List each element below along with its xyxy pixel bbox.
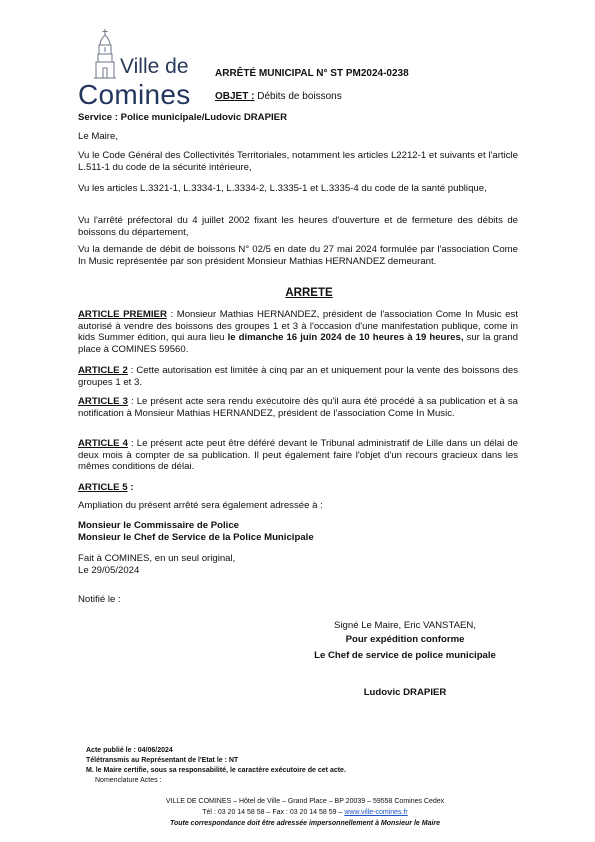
website-link[interactable]: www.ville-comines.fr xyxy=(344,809,408,816)
article-5-text: : xyxy=(127,482,134,493)
date-signature: Le 29/05/2024 xyxy=(78,565,140,576)
vu-arrete-prefectoral: Vu l'arrêté préfectoral du 4 juillet 2002 fixant les heures d'ouverture et de fermeture des débits de boissons du département, xyxy=(78,215,518,238)
service-line: Service : Police municipale/Ludovic DRAPIER xyxy=(78,112,287,123)
logo-comines-text: Comines xyxy=(78,79,191,110)
fait-a: Fait à COMINES, en un seul original, xyxy=(78,553,236,564)
recipient-chef-service: Monsieur le Chef de Service de la Police Municipale xyxy=(78,532,314,543)
city-logo xyxy=(78,28,196,108)
signe-maire: Signé Le Maire, Eric VANSTAEN, xyxy=(334,620,476,631)
article-2-label: ARTICLE 2 xyxy=(78,365,128,376)
article-premier-label: ARTICLE PREMIER xyxy=(78,309,167,320)
teletransmis: Télétransmis au Représentant de l'Etat le : NT xyxy=(86,757,239,764)
document-title: ARRÊTÉ MUNICIPAL N° ST PM2024-0238 xyxy=(215,68,409,79)
article-5-label: ARTICLE 5 xyxy=(78,482,128,493)
recipient-commissaire: Monsieur le Commissaire de Police xyxy=(78,520,240,531)
objet-label: OBJET : xyxy=(215,91,255,102)
article-2-text: : Cette autorisation est limitée à cinq par an et uniquement pour la vente des boissons des groupes 1 et 3. xyxy=(78,365,518,388)
objet-text: Débits de boissons xyxy=(254,91,342,102)
signatory-name: Ludovic DRAPIER xyxy=(363,687,447,698)
le-maire: Le Maire, xyxy=(78,131,118,142)
footer-contact xyxy=(95,808,515,818)
vu-demande: Vu la demande de débit de boissons N° 02/5 en date du 27 mai 2024 formulée par l'association Come In Music représentée par son président Monsieur Mathias HERNANDEZ demeurant. xyxy=(78,244,518,267)
article-premier-text: : Monsieur Mathias HERNANDEZ, président de l'association Come In Music est autorisé à vendre des boissons des groupes 1 et 3 à l'occasion d'une manifestation publique, come in kids Summer édition, qui aura lieu xyxy=(78,309,518,344)
arrete-heading: ARRETE xyxy=(285,287,333,299)
logo-ville-text: Ville de xyxy=(120,55,189,78)
vu-sante-publique: Vu les articles L.3321-1, L.3334-1, L.3334-2, L.3335-1 et L.3335-4 du code de la santé publique, xyxy=(78,183,487,194)
notifie-le: Notifié le : xyxy=(78,594,121,605)
footer-phone: Tél : 03 20 14 58 58 – Fax : 03 20 14 58 59 – xyxy=(202,809,345,816)
footer-address: VILLE DE COMINES – Hôtel de Ville – Grand Place – BP 20039 – 59558 Comines Cedex xyxy=(165,798,445,805)
footer-correspondance: Toute correspondance doit être adressée impersonnellement à Monsieur le Maire xyxy=(169,820,441,827)
church-icon xyxy=(90,28,120,80)
acte-publie: Acte publié le : 04/06/2024 xyxy=(86,747,173,754)
pour-expedition: Pour expédition conforme xyxy=(345,634,465,645)
article-4 xyxy=(78,438,518,473)
article-premier-date: le dimanche 16 juin 2024 de 10 heures à 19 heures, xyxy=(227,332,464,344)
article-3 xyxy=(78,396,518,419)
nomenclature: Nomenclature Actes : xyxy=(95,777,162,784)
article-5 xyxy=(78,482,518,494)
chef-service: Le Chef de service de police municipale xyxy=(314,650,496,661)
article-premier xyxy=(78,309,518,355)
article-4-text: : Le présent acte peut être déféré devant le Tribunal administratif de Lille dans un délai de deux mois à compter de sa publication. Il peut également faire l'objet d'un recours gracieux dans les mêmes conditions de délai. xyxy=(78,438,518,473)
article-2 xyxy=(78,365,518,388)
article-premier-place: sur la grand place à COMINES 59560. xyxy=(78,332,518,355)
article-3-label: ARTICLE 3 xyxy=(78,396,128,407)
article-3-text: : Le présent acte sera rendu exécutoire dès qu'il aura été procédé à sa publication et à sa notification à Monsieur Mathias HERNANDEZ, président de l'association Come In Music. xyxy=(78,396,518,419)
ampliation: Ampliation du présent arrêté sera également adressée à : xyxy=(78,500,323,511)
certification: M. le Maire certifie, sous sa responsabilité, le caractère exécutoire de cet acte. xyxy=(86,767,346,774)
document-object xyxy=(215,91,342,103)
article-4-label: ARTICLE 4 xyxy=(78,438,128,449)
vu-cgct: Vu le Code Général des Collectivités Territoriales, notamment les articles L2212-1 et suivants et l'article L.511-1 du code de la sécurité intérieure, xyxy=(78,150,518,173)
